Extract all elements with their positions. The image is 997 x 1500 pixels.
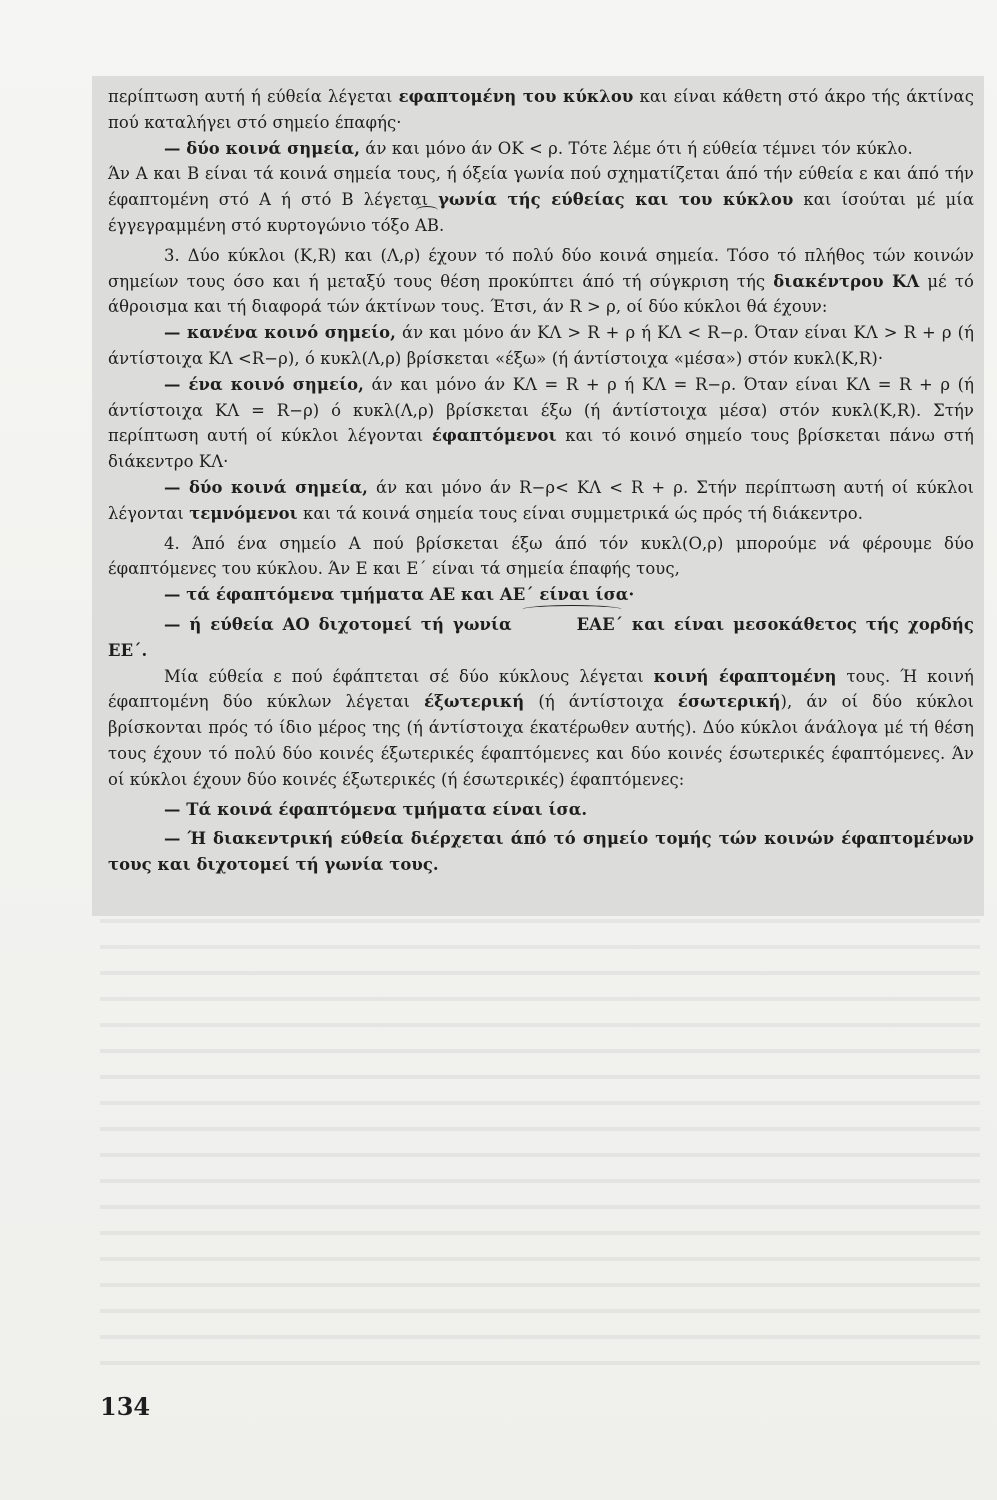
arc-notation: ΑΒ [415,213,439,239]
text: Μία εύθεία ε πού έφάπτεται σέ δύο κύκλους λέγεται [164,666,654,686]
bold-term: — τά έφαπτόμενα τμήματα ΑΕ και ΑΕ΄ είναι ίσα· [164,585,635,605]
bold-term: — δύο κοινά σημεία, [164,138,360,158]
text: 3. Δύο κύκλοι (Κ,R) και (Λ,ρ) έχουν τό πολύ δύο κοινά σημεία. Τόσο τό πλήθος τών κοινών σημείων τους όσο και ή μεταξύ τους θέση προκύπτει άπό τή σύγκριση τής [108,245,974,291]
text: περίπτωση αυτή ή εύθεία λέγεται [108,87,399,106]
text: (ή άντίστοιχα [524,692,678,712]
text: άν και μόνο άν ΚΛ > R + ρ ή ΚΛ < R−ρ. Όταν είναι ΚΛ > R + ρ (ή άντίστοιχα ΚΛ <R−ρ), ό κυκλ(Λ,ρ) βρίσκεται «έξω» (ή άντίστοιχα «μέσα») στόν κυκλ(Κ,R)· [108,323,974,368]
angle-notation: ΕΑΕ΄ [521,612,623,638]
bold-term: και είναι μεσοκάθετος τής χορδής ΕΕ΄. [108,614,974,660]
bold-term: — Ή διακεντρική εύθεία διέρχεται άπό τό σημείο τομής τών κοινών έφαπτομένων τους και διχοτομεί τή γωνία τους. [108,829,974,875]
text: τους. Ή κοινή έφαπτομένη δύο κύκλων λέγεται [108,666,974,712]
bold-term: έσωτερική [677,692,781,712]
paragraph [108,84,974,136]
section-paragraph: 4. Άπό ένα σημείο Α πού βρίσκεται έξω άπό τόν κυκλ(Ο,ρ) μπορούμε νά φέρουμε δύο έφαπτόμενες του κύκλου. Άν Ε και Ε΄ είναι τά σημεία έπαφής τους, [108,533,974,579]
text: Άν Α και Β είναι τά κοινά σημεία τους, ή όξεία γωνία πού σχηματίζεται άπό τήν εύθεία ε και άπό τήν έφαπτομένη στό Α ή στό Β λέγεται [108,164,974,210]
text: άν και μόνο άν ΚΛ = R + ρ ή ΚΛ = R−ρ. Όταν είναι ΚΛ = R + ρ (ή άντίστοιχα ΚΛ = R−ρ) ό κυκλ(Λ,ρ) βρίσκεται έξω (ή άντίστοιχα μέσα) στόν κυκλ(Κ,R). Στήν περίπτωση αυτή οί κύκλοι λέγονται [108,374,974,446]
bleed-through-text [100,900,980,1370]
bold-term: — δύο κοινά σημεία, [164,477,368,497]
bold-term: τεμνόμενοι [189,503,298,523]
bold-term: — κανένα κοινό σημείο, [164,323,396,343]
text: άν και μόνο άν R−ρ< ΚΛ < R + ρ. Στήν περίπτωση αυτή οί κύκλοι λέγονται [108,477,974,523]
bold-term: έξωτερική [424,692,525,712]
list-item [108,612,974,664]
bold-term: — ή εύθεία ΑΟ διχοτομεί τή γωνία [164,614,521,634]
list-item [108,320,974,372]
bold-term: — ένα κοινό σημείο, [164,374,364,394]
list-item [108,136,974,162]
list-item [108,826,974,878]
list-item [108,372,974,475]
text: και τό κοινό σημείο τους βρίσκεται πάνω στή διάκεντρο ΚΛ· [108,426,974,472]
page-content [108,84,974,878]
paragraph [108,161,974,238]
bold-term: διακέντρου ΚΛ [773,271,920,291]
text: ), άν οί δύο κύκλοι βρίσκονται πρός τό ίδιο μέρος της (ή άντίστοιχα έκατέρωθεν αυτής). Δύο κύκλοι άνάλογα μέ τή θέση τους έχουν τό πολύ δύο κοινές έξωτερικές έφαπτόμενες και δύο κοινές έσωτερικές έφαπτόμενες. Άν οί κύκλοι έχουν δύο κοινές έξωτερικές (ή έσωτερικές) έφαπτόμενες: [108,692,974,789]
section-paragraph [108,243,974,320]
paragraph [108,664,974,793]
text: μέ τό άθροισμα και τή διαφορά τών άκτίνων τους. Έτσι, άν R > ρ, οί δύο κύκλοι θά έχουν: [108,271,975,317]
text: άν και μόνο άν ΟΚ < ρ. Τότε λέμε ότι ή εύθεία τέμνει τόν κύκλο. [360,138,913,158]
list-item [108,797,974,823]
text: και ίσούται μέ μία έγγεγραμμένη στό κυρτογώνιο τόξο [108,190,974,235]
bold-term: έφαπτόμενοι [431,426,557,446]
text: και τά κοινά σημεία τους είναι συμμετρικά ώς πρός τή διάκεντρο. [297,503,864,523]
text: και είναι κάθετη στό άκρο τής άκτίνας πού καταλήγει στό σημείο έπαφής· [108,87,974,132]
list-item [108,475,974,527]
page-number: 134 [100,1392,151,1421]
bold-term: εφαπτομένη του κύκλου [398,87,634,106]
bold-term: — Τά κοινά έφαπτόμενα τμήματα είναι ίσα. [164,799,588,819]
bold-term: γωνία τής εύθείας και του κύκλου [438,190,794,210]
bold-term: κοινή έφαπτομένη [653,666,837,686]
text: . [439,215,445,235]
list-item [108,582,974,608]
